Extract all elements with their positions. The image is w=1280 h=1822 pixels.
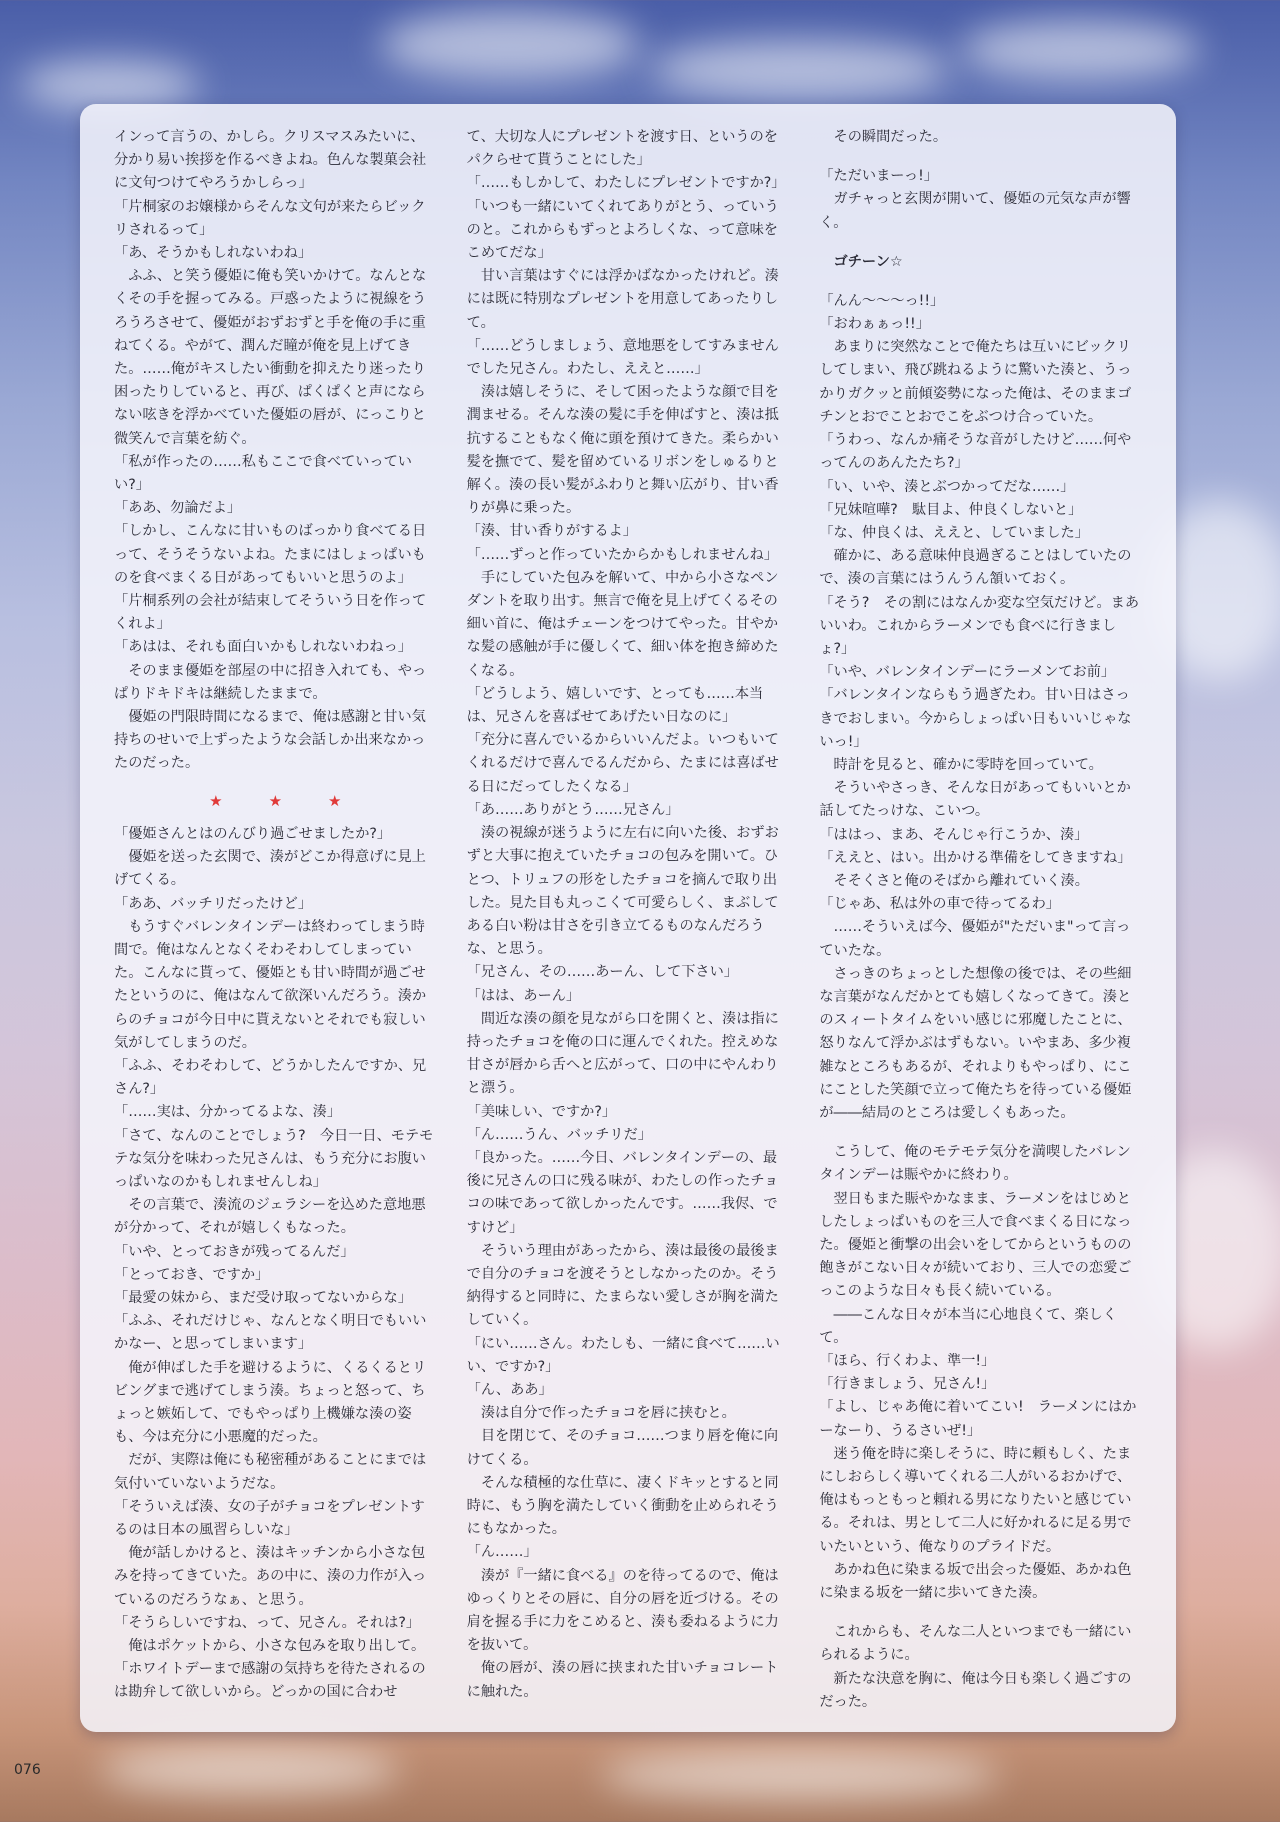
paragraph: 「はは、あーん」 (466, 987, 581, 1004)
paragraph: 「ふふ、それだけじゃ、なんとなく明日でもいいかなー、と思ってしまいます」 (114, 1313, 427, 1353)
paragraph: 新たな決意を胸に、俺は今日も楽しく過ごすのだった。 (819, 1670, 1132, 1710)
paragraph: そのまま優姫を部屋の中に招き入れても、やっぱりドキドキは継続したままで。 (114, 662, 427, 702)
paragraph: 「ああ、勿論だよ」 (114, 500, 242, 517)
paragraph: そういやさっき、そんな日があってもいいとか話してたっけな、こいつ。 (819, 780, 1131, 820)
cloud (100, 1745, 400, 1795)
cloud (650, 40, 950, 100)
paragraph: 甘い言葉はすぐには浮かばなかったけれど。湊には既に特別なプレゼントを用意してあったりして。 (466, 268, 779, 331)
paragraph: その瞬間だった。 (833, 129, 948, 145)
paragraph: あかね色に染まる坂で出会った優姫、あかね色に染まる坂を一緒に歩いてきた湊。 (819, 1561, 1132, 1601)
paragraph: 「あ……ありがとう……兄さん」 (466, 801, 680, 818)
text-column-3 (819, 126, 1142, 1714)
paragraph: ゴチーン☆ (833, 253, 903, 270)
page-number: 076 (14, 1762, 41, 1778)
cloud (960, 20, 1200, 80)
paragraph: 「ふふ、そわそわして、どうかしたんですか、兄さん?」 (114, 1057, 427, 1098)
paragraph: だが、実際は俺にも秘密種があることにまでは気付いていないようだな。 (114, 1452, 427, 1492)
paragraph: 「ん……」 (466, 1544, 538, 1561)
paragraph: 「……もしかして、わたしにプレゼントですか?」 (466, 175, 786, 192)
paragraph: 「……実は、分かってるよな、湊」 (114, 1104, 342, 1121)
paragraph: あまりに突然なことで俺たちは互いにビックリしてしまい、飛び跳ねるように驚いた湊と、うっかりガクッと前傾姿勢になった俺は、そのままゴチンとおでことおでこをぶつけ合っていた。 (819, 339, 1132, 425)
paragraph: 「そうらしいですね、って、兄さん。それは?」 (114, 1614, 421, 1631)
paragraph: 「バレンタインならもう過ぎたわ。甘い日はさっきでおしまい。今からしょっぱい日もいいじゃないっ!」 (819, 687, 1132, 750)
paragraph: 「んん～～～っ!!」 (819, 292, 945, 309)
paragraph: 「いや、バレンタインデーにラーメンてお前」 (819, 664, 1116, 681)
paragraph: 「兄妹喧嘩? 駄目よ、仲良くしないと」 (819, 501, 1083, 518)
paragraph: インって言うの、かしら。クリスマスみたいに、分かり易い挨拶を作るべきよね。色んな製菓会社に文句つけてやろうかしらっ」 (114, 129, 427, 192)
paragraph: そんな積極的な仕草に、凄くドキッとすると同時に、もう胸を満たしていく衝動を止められそうにもなかった。 (466, 1474, 779, 1538)
paragraph: 優姫を送った玄関で、湊がどこか得意げに見上げてくる。 (114, 849, 426, 889)
paragraph: そそくさと俺のそばから離れていく湊。 (833, 872, 1089, 889)
paragraph: 「おわぁぁっ!!」 (819, 316, 930, 333)
paragraph: 「ホワイトデーまで感謝の気持ちを待たされるのは勘弁して欲しいから。どっかの国に合わせ (114, 1661, 426, 1701)
paragraph: 「そういえば湊、女の子がチョコをプレゼントするのは日本の風習らしいな」 (114, 1498, 425, 1538)
paragraph-gap (819, 1125, 1142, 1141)
paragraph: 湊が『一緒に食べる』のを待ってるので、俺はゆっくりとその唇に、自分の唇を近づける。その肩を握る手に力をこめると、湊も委ねるように力を抜いて。 (466, 1567, 779, 1654)
paragraph: 「いや、とっておきが残ってるんだ」 (114, 1243, 355, 1260)
paragraph: その言葉で、湊流のジェラシーを込めた意地悪が分かって、それが嬉しくもなった。 (114, 1197, 426, 1237)
text-column-1 (114, 126, 437, 1714)
paragraph: 「ははっ、まあ、そんじゃ行こうか、湊」 (819, 826, 1089, 843)
paragraph: さっきのちょっとした想像の後では、その些細な言葉がなんだかとても嬉しくなってきて。湊とのスィートタイムをいい感じに邪魔したことに、怒りなんて浮かぶはずもない。いやまあ、多少複雑なところもあるが、それよりもやっぱり、にこにことした笑顔で立って俺たちを待っている優姫が――結局のところは愛しくもあった。 (819, 965, 1132, 1121)
paragraph: 迷う俺を時に楽しそうに、時に頼もしく、たまにしおらしく導いてくれる二人がいるおかげで、俺はもっともっと頼れる男になりたいと感じている。それは、男として二人に好かれるに足る男でいたいという、俺なりのプライドだ。 (819, 1445, 1132, 1555)
paragraph: 「ただいまーっ!」 (819, 168, 938, 185)
paragraph: 「片桐系列の会社が結束してそういう日を作ってくれよ」 (114, 593, 427, 633)
paragraph: ――こんな日々が本当に心地良くて、楽しくて。 (819, 1306, 1117, 1346)
paragraph: 確かに、ある意味仲良過ぎることはしていたので、湊の言葉にはうんうん頷いておく。 (819, 548, 1132, 588)
paragraph: 「いつも一緒にいてくれてありがとう、っていうのと。これからもずっとよろしくな、って意味をこめてだな」 (466, 198, 779, 262)
paragraph: そういう理由があったから、湊は最後の最後まで自分のチョコを渡そうとしなかったのか。そう納得すると同時に、たまらない愛しさが胸を満たしていく。 (466, 1242, 779, 1329)
paragraph: ……そういえば今、優姫が"ただいま"って言っていたな。 (819, 919, 1131, 959)
paragraph: 「優姫さんとはのんびり過ごせましたか?」 (114, 825, 392, 842)
paragraph: 「兄さん、その……あーん、して下さい」 (466, 964, 738, 981)
paragraph: 時計を見ると、確かに零時を回っていて。 (833, 756, 1103, 773)
paragraph: 手にしていた包みを解いて、中から小さなペンダントを取り出す。無言で俺を見上げてくるその細い首に、俺はチェーンをつけてやった。甘やかな髪の感触が手に優しくて、細い体を抱き締めたくなる。 (466, 569, 779, 679)
paragraph: 「さて、なんのことでしょう? 今日一日、モテモテな気分を味わった兄さんは、もう充分にお腹いっぱいなのかもしれませんしね」 (114, 1127, 434, 1190)
paragraph: 「……ずっと作っていたからかもしれませんね」 (466, 546, 778, 563)
paragraph: ふふ、と笑う優姫に俺も笑いかけて。なんとなくその手を握ってみる。戸惑ったように視線をうろうろさせて、優姫がおずおずと手を俺の手に重ねてくる。やがて、潤んだ瞳が俺を見上げてきた。……俺がキスしたい衝動を抑えたり迷ったり困ったりしていると、再び、ぱくぱくと声にならない呟きを浮かべていた優姫の唇が、にっこりと微笑んで言葉を紡ぐ。 (114, 268, 427, 447)
paragraph: 「ん……うん、バッチリだ」 (466, 1126, 652, 1143)
paragraph: 湊は自分で作ったチョコを唇に挟むと。 (480, 1405, 736, 1422)
paragraph: 「私が作ったの……私もここで食べていっていい?」 (114, 453, 412, 494)
paragraph: 翌日もまた賑やかなまま、ラーメンをはじめとしたしょっぱいものを三人で食べまくる日になった。優姫と衝撃の出会いをしてからというものの飽きがこない日々が続いており、三人での恋愛ごっこのような日々も長く続いている。 (819, 1190, 1132, 1300)
paragraph: 「じゃあ、私は外の車で待ってるわ」 (819, 896, 1060, 913)
paragraph: 俺が伸ばした手を避けるように、くるくるとリビングまで逃げてしまう湊。ちょっと怒って、ちょっと嫉妬して、でもやっぱり上機嫌な湊の姿も、今は充分に小悪魔的だった。 (114, 1359, 427, 1446)
paragraph: 「良かった。……今日、バレンタインデーの、最後に兄さんの口に残る味が、わたしの作ったチョコの味であって欲しかったんです。……我侭、ですけど」 (466, 1149, 779, 1236)
paragraph: 湊の視線が迷うように左右に向いた後、おずおずと大事に抱えていたチョコの包みを開いて。ひとつ、トリュフの形をしたチョコを摘んで取り出した。見た目も丸っこくて可愛らしく、まぶしてある白い粉は甘さを引き立てるものなんだろうな、と思う。 (466, 825, 779, 958)
cloud (600, 1750, 1000, 1800)
paragraph: 「とっておき、ですか」 (114, 1266, 270, 1283)
paragraph: 「そう? その割にはなんか変な空気だけど。まあいいわ。これからラーメンでも食べに行きましょ?」 (819, 594, 1140, 657)
paragraph: 「最愛の妹から、まだ受け取ってないからな」 (114, 1289, 412, 1306)
paragraph: 「ええと、はい。出かける準備をしてきますね」 (819, 849, 1132, 866)
paragraph: 「あ、そうかもしれないわね」 (114, 245, 313, 262)
paragraph: 「にい……さん。わたしも、一緒に食べて……いい、ですか?」 (466, 1335, 780, 1375)
paragraph: 湊は嬉しそうに、そして困ったような顔で目を潤ませる。そんな湊の髪に手を伸ばすと、湊は抵抗することもなく俺に頭を預けてきた。柔らかい髪を撫でて、髪を留めているリボンをしゅるりと解く。湊の長い髪がふわりと舞い広がり、甘い香りが鼻に乗った。 (466, 384, 779, 517)
paragraph: 目を閉じて、そのチョコ……つまり唇を俺に向けてくる。 (466, 1428, 779, 1468)
paragraph-gap (819, 1605, 1142, 1621)
paragraph: 間近な湊の顔を見ながら口を開くと、湊は指に持ったチョコを俺の口に運んでくれた。控えめな甘さが唇から舌へと広がって、口の中にやんわりと漂う。 (466, 1010, 779, 1097)
paragraph: 「あはは、それも面白いかもしれないわねっ」 (114, 639, 412, 656)
paragraph: 「うわっ、なんか痛そうな音がしたけど……何やってんのあんたたち?」 (819, 432, 1132, 472)
cloud (380, 10, 640, 80)
paragraph: 「よし、じゃあ俺に着いてこい! ラーメンにはかーなーり、うるさいぜ!」 (819, 1399, 1137, 1439)
paragraph: 「ああ、バッチリだったけど」 (114, 895, 313, 912)
paragraph: 「な、仲良くは、ええと、していました」 (819, 524, 1089, 541)
paragraph: て、大切な人にプレゼントを渡す日、というのをパクらせて貰うことにした」 (466, 129, 778, 169)
paragraph: 「い、いや、湊とぶつかってだな……」 (819, 478, 1075, 495)
paragraph: 「湊、甘い香りがするよ」 (466, 523, 637, 540)
paragraph: ガチャっと玄関が開いて、優姫の元気な声が響く。 (819, 191, 1131, 231)
paragraph: これからも、そんな二人といつまでも一緒にいられるように。 (819, 1624, 1132, 1664)
paragraph: 優姫の門限時間になるまで、俺は感謝と甘い気持ちのせいで上ずったような会話しか出来なかったのだった。 (114, 709, 426, 772)
paragraph: 「どうしよう、嬉しいです、とっても……本当は、兄さんを喜ばせてあげたい日なのに」 (466, 685, 764, 726)
paragraph: もうすぐバレンタインデーは終わってしまう時間で。俺はなんとなくそわそわしてしまっていた。こんなに貰って、優姫とも甘い時間が過ごせたというのに、俺はなんて欲深いんだろう。湊からのチョコが今日中に貰えないとそれでも寂しい気がしてしまうのだ。 (114, 918, 427, 1051)
text-column-2 (467, 126, 790, 1714)
paragraph: 「充分に喜んでいるからいいんだよ。いつもいてくれるだけで喜んでるんだから、たまには喜ばせる日にだってしたくなる」 (466, 732, 779, 795)
paragraph: 「しかし、こんなに甘いものばっかり食べてる日って、そうそうないよね。たまにはしょっぱいものを食べまくる日があってもいいと思うのよ」 (114, 523, 427, 586)
paragraph: 「ほら、行くわよ、準一!」 (819, 1352, 996, 1369)
paragraph: こうして、俺のモテモテ気分を満喫したバレンタインデーは賑やかに終わり。 (819, 1144, 1131, 1184)
paragraph: 「……どうしましょう、意地悪をしてすみませんでした兄さん。わたし、ええと……」 (466, 337, 779, 378)
paragraph-gap (819, 235, 1142, 251)
paragraph: 俺はポケットから、小さな包みを取り出して。 (128, 1638, 426, 1654)
paragraph: 「美味しい、ですか?」 (466, 1103, 617, 1120)
text-panel (80, 104, 1176, 1732)
paragraph: 俺の唇が、湊の唇に挟まれた甘いチョコレートに触れた。 (466, 1660, 779, 1700)
paragraph-gap (819, 149, 1142, 165)
paragraph: 「片桐家のお嬢様からそんな文句が来たらビックリされるって」 (114, 198, 426, 238)
paragraph: 「行きましょう、兄さん!」 (819, 1376, 996, 1393)
paragraph: 俺が話しかけると、湊はキッチンから小さな包みを持ってきていた。あの中に、湊の力作が入っているのだろうなぁ、と思う。 (114, 1545, 427, 1608)
cloud (20, 60, 200, 110)
paragraph: 「ん、ああ」 (466, 1381, 553, 1398)
section-divider-stars: ★★★ (209, 791, 388, 810)
paragraph-gap (819, 274, 1142, 290)
